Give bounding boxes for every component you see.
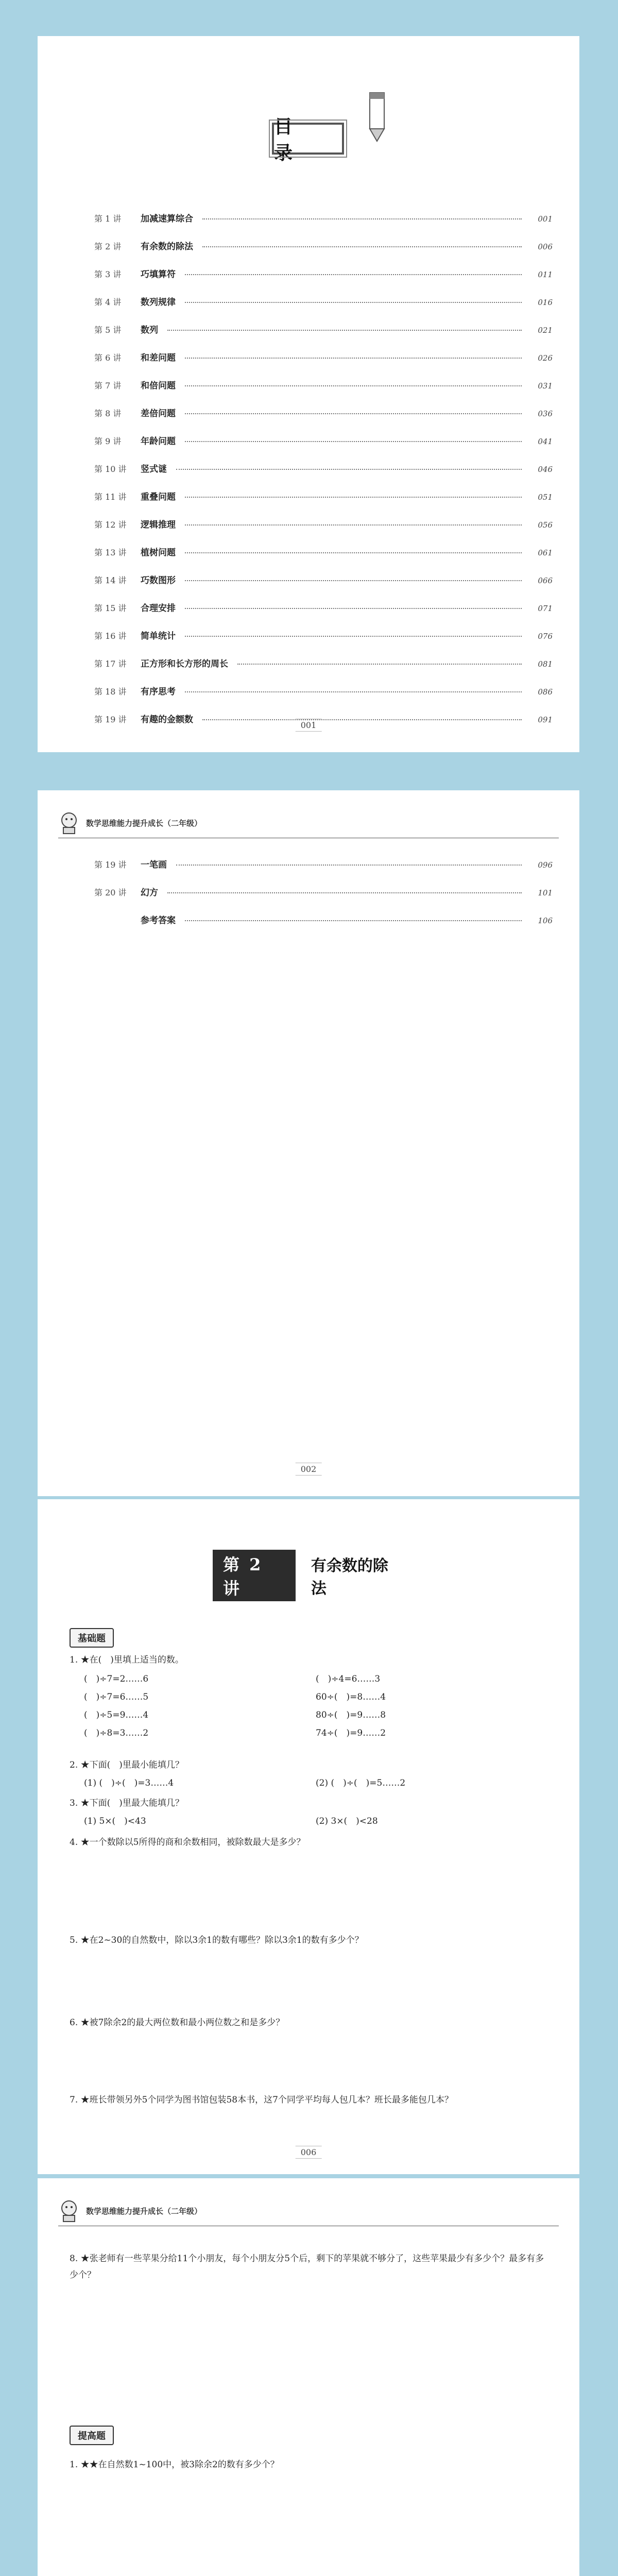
header-title: 数学思维能力提升成长（二年级）: [86, 2206, 202, 2216]
toc-entry-title: 一笔画: [141, 860, 167, 870]
pencil-decoration-icon: [354, 88, 401, 144]
lesson-page: [38, 1499, 579, 2174]
blank-item: 60÷( )=8……4: [316, 1692, 386, 1702]
toc-entry-title: 逻辑推理: [141, 520, 176, 530]
toc-entry-page: 041: [538, 437, 553, 446]
question-2-blanks: [84, 1775, 547, 1788]
toc-entry-number: 第 13 讲: [94, 548, 127, 557]
toc-list: [94, 211, 553, 740]
mascot-icon: [58, 2199, 80, 2223]
toc-entry-page: 011: [538, 270, 553, 279]
toc-entry[interactable]: [94, 350, 553, 378]
toc-leader-dots: [185, 497, 522, 498]
question-2: 2. ★下面( )里最小能填几？: [70, 1760, 184, 1770]
toc-entry-title: 有序思考: [141, 687, 176, 697]
toc-leader-dots: [167, 892, 522, 893]
toc-entry[interactable]: [94, 489, 553, 517]
page-header: [58, 2199, 202, 2223]
toc-entry-page: 031: [538, 381, 553, 391]
mascot-icon: [58, 811, 80, 835]
toc-entry-title: 植树问题: [141, 548, 176, 558]
question-4: 4. ★一个数除以5所得的商和余数相同，被除数最大是多少？: [70, 1837, 305, 1848]
toc-entry-number: 第 17 讲: [94, 659, 127, 669]
toc-leader-dots: [185, 691, 522, 692]
toc-entry-number: 第 5 讲: [94, 325, 122, 335]
toc-entry[interactable]: [94, 656, 553, 684]
question-6: 6. ★被7除余2的最大两位数和最小两位数之和是多少？: [70, 2018, 285, 2028]
blank-item: ( )÷7=6……5: [84, 1692, 149, 1702]
toc-entry[interactable]: [94, 211, 553, 239]
lesson-continued-page: [38, 2178, 579, 2576]
toc-entry-title: 参考答案: [141, 916, 176, 926]
header-title: 数学思维能力提升成长（二年级）: [86, 818, 202, 828]
toc-entry-number: 第 8 讲: [94, 409, 122, 418]
toc-entry[interactable]: [94, 545, 553, 573]
toc-entry-number: 第 10 讲: [94, 464, 127, 474]
toc-entry[interactable]: [94, 913, 553, 941]
toc-entry[interactable]: [94, 885, 553, 913]
toc-leader-dots: [185, 441, 522, 442]
blank-item: ( )÷4=6……3: [316, 1674, 381, 1684]
blank-item: (1) 5×( )<43: [84, 1816, 146, 1826]
toc-entry-number: 第 14 讲: [94, 575, 127, 585]
toc-leader-dots: [185, 920, 522, 921]
lesson-number: 第 2 讲: [213, 1550, 296, 1601]
toc-entry-page: 056: [538, 520, 553, 530]
toc-entry[interactable]: [94, 601, 553, 629]
toc-entry[interactable]: [94, 629, 553, 656]
blank-item: ( )÷5=9……4: [84, 1710, 149, 1720]
toc-entry[interactable]: [94, 684, 553, 712]
toc-leader-dots: [185, 524, 522, 526]
toc-entry-page: 036: [538, 409, 553, 418]
toc-leader-dots: [176, 469, 522, 470]
question-1-blanks: [84, 1671, 547, 1738]
toc-entry-number: 第 7 讲: [94, 381, 122, 391]
page-number: 002: [296, 1463, 322, 1476]
toc-continued-page: [38, 790, 579, 1496]
section-basic-label: 基础题: [70, 1628, 114, 1648]
lesson-title: 有余数的除法: [311, 1557, 388, 1598]
toc-entry[interactable]: [94, 434, 553, 462]
toc-entry-page: 016: [538, 298, 553, 307]
question-3: 3. ★下面( )里最大能填几？: [70, 1798, 184, 1808]
toc-entry-title: 幻方: [141, 888, 158, 898]
toc-entry-page: 001: [538, 214, 553, 224]
toc-leader-dots: [185, 302, 522, 303]
toc-entry-number: 第 6 讲: [94, 353, 122, 363]
toc-entry-title: 巧数图形: [141, 575, 176, 586]
toc-leader-dots: [185, 413, 522, 414]
toc-entry[interactable]: [94, 406, 553, 434]
toc-leader-dots: [185, 608, 522, 609]
toc-entry[interactable]: [94, 378, 553, 406]
toc-entry-page: 061: [538, 548, 553, 557]
toc-list-continued: [94, 857, 553, 941]
toc-entry-number: 第 3 讲: [94, 269, 122, 279]
toc-leader-dots: [237, 664, 522, 665]
toc-entry-number: 第 18 讲: [94, 687, 127, 697]
toc-entry-page: 021: [538, 326, 553, 335]
toc-entry-page: 081: [538, 659, 553, 669]
toc-entry-title: 差倍问题: [141, 409, 176, 419]
toc-entry[interactable]: [94, 267, 553, 295]
toc-leader-dots: [167, 330, 522, 331]
toc-entry-number: 第 16 讲: [94, 631, 127, 641]
toc-entry-title: 数列: [141, 325, 158, 335]
question-8: 8. ★张老师有一些苹果分给11个小朋友，每个小朋友分5个后，剩下的苹果就不够分了，这些苹果最少有多少个？最多有多少个？: [70, 2253, 544, 2280]
blank-item: 74÷( )=9……2: [316, 1728, 386, 1738]
toc-entry-title: 和倍问题: [141, 381, 176, 391]
toc-entry[interactable]: [94, 239, 553, 267]
question-1: 1. ★在( )里填上适当的数。: [70, 1655, 184, 1665]
toc-entry-page: 106: [538, 916, 553, 925]
toc-entry-number: 第 20 讲: [94, 888, 127, 897]
toc-entry-title: 正方形和长方形的周长: [141, 659, 228, 669]
blank-item: (2) 3×( )<28: [316, 1816, 378, 1826]
toc-entry-page: 086: [538, 687, 553, 697]
toc-leader-dots: [202, 246, 522, 247]
toc-entry-title: 有趣的金额数: [141, 715, 193, 725]
blank-item: (1) ( )÷( )=3……4: [84, 1778, 174, 1788]
toc-leader-dots: [185, 636, 522, 637]
toc-entry[interactable]: [94, 295, 553, 323]
blank-item: ( )÷7=2……6: [84, 1674, 149, 1684]
lesson-banner: [213, 1555, 398, 1598]
toc-entry-title: 有余数的除法: [141, 242, 193, 252]
toc-page: [38, 36, 579, 752]
toc-entry[interactable]: [94, 712, 553, 740]
page-header: [58, 811, 202, 835]
toc-entry-number: 第 9 讲: [94, 436, 122, 446]
toc-entry-title: 简单统计: [141, 631, 176, 641]
toc-leader-dots: [202, 719, 522, 720]
blank-item: 80÷( )=9……8: [316, 1710, 386, 1720]
toc-entry-title: 加减速算综合: [141, 214, 193, 224]
toc-entry-title: 和差问题: [141, 353, 176, 363]
toc-leader-dots: [185, 385, 522, 386]
toc-entry-title: 合理安排: [141, 603, 176, 614]
toc-entry-title: 巧填算符: [141, 269, 176, 280]
toc-entry-number: 第 1 讲: [94, 214, 122, 224]
toc-entry-page: 026: [538, 353, 553, 363]
toc-entry-page: 046: [538, 465, 553, 474]
toc-entry[interactable]: [94, 462, 553, 489]
toc-leader-dots: [185, 580, 522, 581]
toc-entry-title: 年龄问题: [141, 436, 176, 447]
blank-item: (2) ( )÷( )=5……2: [316, 1778, 406, 1788]
toc-entry-number: 第 19 讲: [94, 715, 127, 724]
question-5: 5. ★在2~30的自然数中，除以3余1的数有哪些？除以3余1的数有多少个？: [70, 1935, 364, 1945]
toc-entry-number: 第 2 讲: [94, 242, 122, 251]
toc-entry[interactable]: [94, 517, 553, 545]
toc-entry-number: 第 19 讲: [94, 860, 127, 870]
toc-entry-page: 051: [538, 493, 553, 502]
toc-entry-number: 第 15 讲: [94, 603, 127, 613]
toc-entry-page: 071: [538, 604, 553, 613]
toc-leader-dots: [176, 865, 522, 866]
question-3-blanks: [84, 1814, 547, 1826]
toc-entry-title: 数列规律: [141, 297, 176, 308]
toc-leader-dots: [185, 358, 522, 359]
toc-leader-dots: [202, 218, 522, 219]
toc-leader-dots: [185, 274, 522, 275]
toc-leader-dots: [185, 552, 522, 553]
toc-entry-page: 006: [538, 242, 553, 251]
toc-entry-page: 091: [538, 715, 553, 724]
toc-title: 目 录: [272, 123, 344, 155]
toc-entry-title: 竖式谜: [141, 464, 167, 474]
page-number: 001: [296, 719, 322, 732]
page-number: 006: [296, 2146, 322, 2159]
question-7: 7. ★班长带领另外5个同学为图书馆包装58本书，这7个同学平均每人包几本？班长最多能包几本？: [70, 2095, 453, 2105]
toc-entry-page: 066: [538, 576, 553, 585]
toc-entry-number: 第 11 讲: [94, 492, 127, 502]
section-advanced-label: 提高题: [70, 2426, 114, 2445]
toc-entry-number: 第 4 讲: [94, 297, 122, 307]
toc-entry[interactable]: [94, 323, 553, 350]
toc-entry-title: 重叠问题: [141, 492, 176, 502]
toc-entry-page: 076: [538, 632, 553, 641]
toc-entry[interactable]: [94, 857, 553, 885]
blank-item: ( )÷8=3……2: [84, 1728, 149, 1738]
toc-entry-page: 096: [538, 860, 553, 870]
question-adv-1: 1. ★★在自然数1~100中，被3除余2的数有多少个？: [70, 2460, 279, 2470]
toc-entry-page: 101: [538, 888, 553, 897]
toc-entry-number: 第 12 讲: [94, 520, 127, 530]
toc-entry[interactable]: [94, 573, 553, 601]
